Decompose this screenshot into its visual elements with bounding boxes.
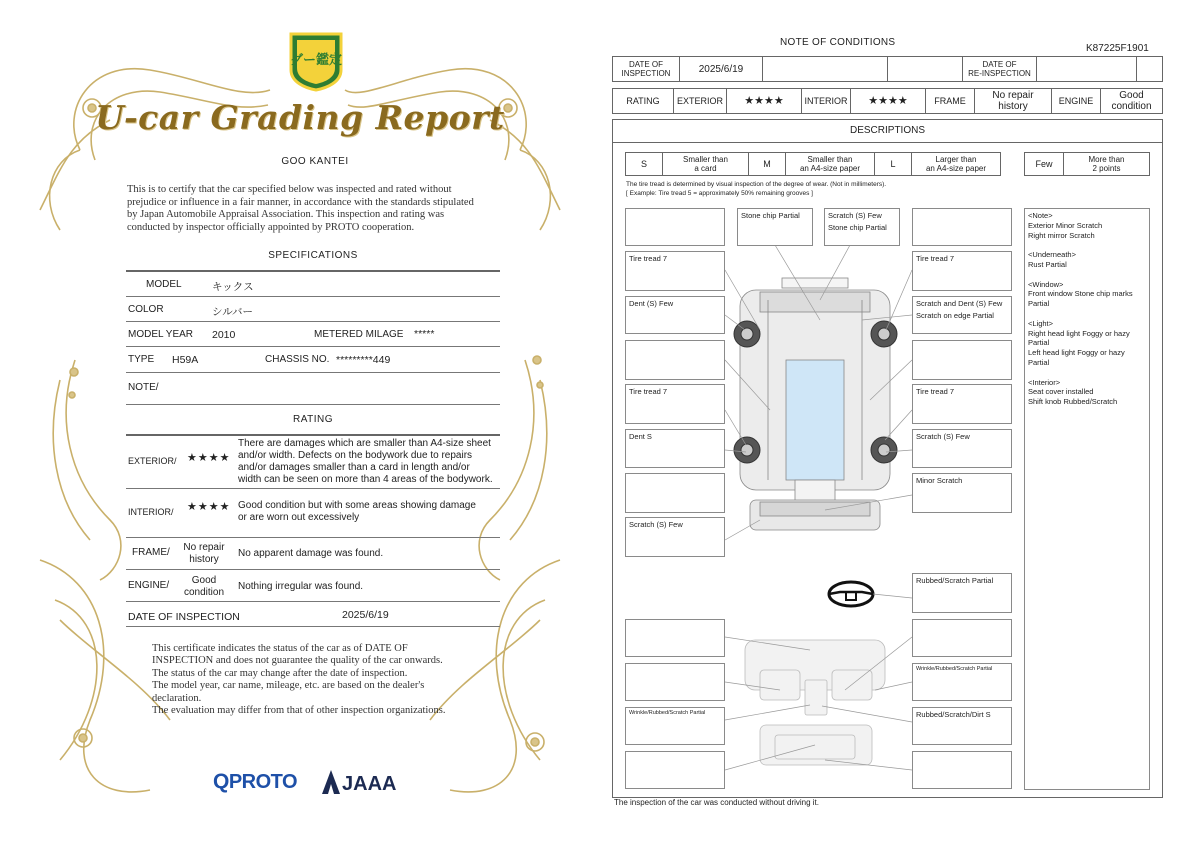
frame-value: No repair history xyxy=(183,542,225,565)
damage-box: Minor Scratch xyxy=(912,473,1012,513)
exterior-stars: ★★★★ xyxy=(187,452,231,464)
frame-value: No repair history xyxy=(974,88,1052,114)
type-label: TYPE xyxy=(128,354,155,365)
damage-box xyxy=(625,340,725,380)
exterior-description: There are damages which are smaller than A4-size sheet and/or width. Defects on the bodywork due to repairs and/or damages smaller than a card in length and/or width can be seen on more than 4 areas of the bodywork. xyxy=(238,438,493,485)
damage-box: Rubbed/Scratch Partial xyxy=(912,573,1012,613)
damage-box xyxy=(912,208,1012,246)
mileage-value: ***** xyxy=(414,328,435,340)
inspection-date-value: 2025/6/19 xyxy=(342,609,389,621)
interior-stars: ★★★★ xyxy=(187,501,231,513)
rating-heading: RATING xyxy=(292,414,334,425)
mileage-label: METERED MILAGE xyxy=(314,329,404,340)
report-subtitle: GOO KANTEI xyxy=(281,156,349,167)
legend-m-desc: Smaller than an A4-size paper xyxy=(785,152,875,176)
exterior-stars: ★★★★ xyxy=(726,88,802,114)
legend-l-desc: Larger than an A4-size paper xyxy=(911,152,1001,176)
engine-value: Good condition xyxy=(183,575,225,598)
chassis-label: CHASSIS NO. xyxy=(265,354,330,365)
interior-description: Good condition but with some areas showing damage or are worn out excessively xyxy=(238,500,476,523)
certificate-disclaimer: This certificate indicates the status of the car as of DATE OF INSPECTION and does not guarantee the quality of the car onwards. The status of the car may change after the date of inspection. The model year, car name, mileage, etc. are based on the dealer's declaration. The evaluation may differ from that of other inspection organizations. xyxy=(152,643,446,717)
rating-label: RATING xyxy=(612,88,674,114)
type-value: H59A xyxy=(172,354,199,366)
color-label: COLOR xyxy=(128,304,164,315)
note-of-conditions xyxy=(600,0,1200,848)
damage-box: Scratch (S) Few Stone chip Partial xyxy=(824,208,900,246)
damage-box xyxy=(625,473,725,513)
jaaa-logo: JAAA xyxy=(322,770,396,796)
goo-kantei-logo xyxy=(287,30,345,92)
model-label: MODEL xyxy=(146,279,182,290)
damage-box xyxy=(625,208,725,246)
certification-statement: This is to certify that the car specified below was inspected and rated without prejudice or influence in a fair manner, in accordance with the standards stipulated by Japan Automobile Appraisal Association. This inspection and rating was conducted by inspector officially appointed by PROTO cooperation. xyxy=(127,184,474,233)
inspection-date-label: DATE OF INSPECTION xyxy=(128,611,240,623)
frame-label: FRAME/ xyxy=(132,547,170,558)
damage-box xyxy=(912,619,1012,657)
damage-box xyxy=(625,619,725,657)
damage-box: Dent (S) Few xyxy=(625,296,725,334)
exterior-label: EXTERIOR xyxy=(673,88,727,114)
damage-box: Tire tread 7 xyxy=(912,384,1012,424)
logo-text: グー鑑定 xyxy=(289,53,343,68)
damage-box: Tire tread 7 xyxy=(912,251,1012,291)
damage-box xyxy=(912,751,1012,789)
reinspection-label: DATE OF RE-INSPECTION xyxy=(962,56,1037,82)
notes-panel: <Note> Exterior Minor Scratch Right mirror Scratch <Underneath> Rust Partial <Window> Front window Stone chip marks Partial <Light> Right head light Foggy or hazy Partial Left head light Foggy or hazy Partial <Interior> Seat cover installed Shift knob Rubbed/Scratch xyxy=(1024,208,1150,790)
damage-box: Dent S xyxy=(625,429,725,468)
engine-label: ENGINE xyxy=(1051,88,1101,114)
exterior-label: EXTERIOR/ xyxy=(128,456,177,466)
engine-label: ENGINE/ xyxy=(128,580,170,591)
legend-l-code: L xyxy=(874,152,912,176)
interior-label: INTERIOR xyxy=(801,88,851,114)
damage-box: Wrinkle/Rubbed/Scratch Partial xyxy=(912,663,1012,701)
damage-box: Tire tread 7 xyxy=(625,384,725,424)
descriptions-heading: DESCRIPTIONS xyxy=(612,119,1163,143)
damage-box xyxy=(625,751,725,789)
proto-logo: QPROTO xyxy=(213,770,298,793)
document-id: K87225F1901 xyxy=(1086,43,1149,54)
frame-label: FRAME xyxy=(925,88,975,114)
engine-description: Nothing irregular was found. xyxy=(238,581,364,592)
model-value: キックス xyxy=(212,281,254,293)
tire-note-1: The tire tread is determined by visual inspection of the degree of wear. (Not in millimeters). xyxy=(626,181,887,188)
interior-label: INTERIOR/ xyxy=(128,507,174,517)
engine-value: Good condition xyxy=(1100,88,1163,114)
damage-box: Scratch (S) Few xyxy=(912,429,1012,468)
model-year-value: 2010 xyxy=(212,329,236,341)
legend-few-code: Few xyxy=(1024,152,1064,176)
legend-m-code: M xyxy=(748,152,786,176)
color-value: シルバー xyxy=(212,306,254,318)
damage-box: Wrinkle/Rubbed/Scratch Partial xyxy=(625,707,725,745)
damage-box: Stone chip Partial xyxy=(737,208,813,246)
damage-box: Scratch (S) Few xyxy=(625,517,725,557)
frame-description: No apparent damage was found. xyxy=(238,548,384,559)
specifications-heading: SPECIFICATIONS xyxy=(268,250,358,261)
damage-box xyxy=(912,340,1012,380)
note-title: NOTE OF CONDITIONS xyxy=(780,37,896,48)
interior-stars: ★★★★ xyxy=(850,88,926,114)
legend-s-code: S xyxy=(625,152,663,176)
inspection-footer-note: The inspection of the car was conducted without driving it. xyxy=(614,798,819,807)
damage-box: Tire tread 7 xyxy=(625,251,725,291)
damage-box: Rubbed/Scratch/Dirt S xyxy=(912,707,1012,745)
date-of-inspection-label: DATE OF INSPECTION xyxy=(612,56,680,82)
date-of-inspection-value: 2025/6/19 xyxy=(679,56,763,82)
damage-box: Scratch and Dent (S) Few Scratch on edge Partial xyxy=(912,296,1012,334)
report-title: U-car Grading Report xyxy=(95,98,505,137)
legend-few-desc: More than 2 points xyxy=(1063,152,1150,176)
model-year-label: MODEL YEAR xyxy=(128,329,194,340)
note-label: NOTE/ xyxy=(128,382,159,393)
damage-box xyxy=(625,663,725,701)
legend-s-desc: Smaller than a card xyxy=(662,152,749,176)
chassis-value: *********449 xyxy=(336,354,391,366)
tire-note-2: [ Example: Tire tread 5 = approximately 50% remaining grooves ] xyxy=(626,190,813,197)
